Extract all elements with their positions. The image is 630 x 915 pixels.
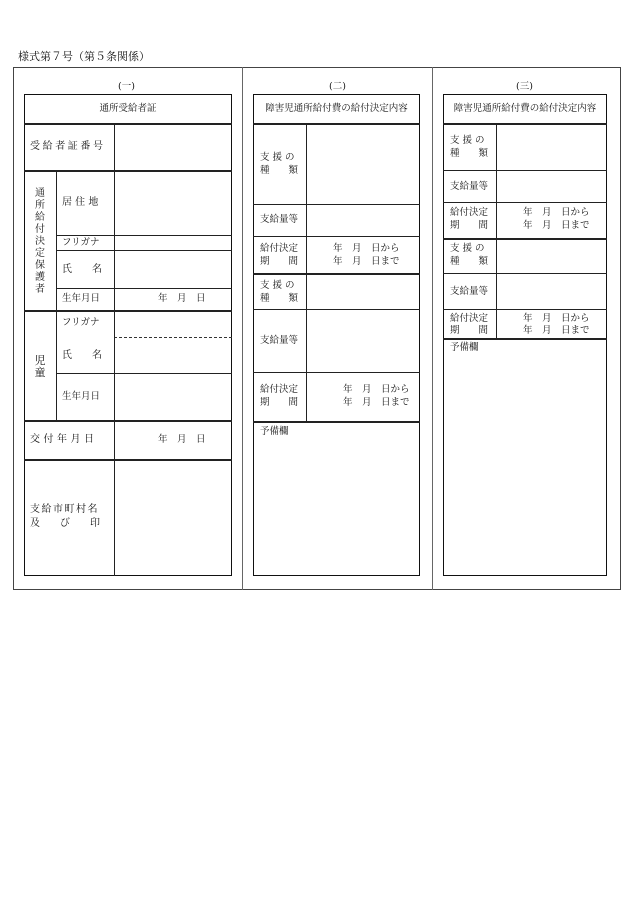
p2-period-from-b: 年 月 日から	[343, 384, 410, 395]
child-name-label: 氏 名	[62, 350, 102, 361]
p3-support-type-label-2: 種 類	[450, 148, 489, 159]
p2-amount-label: 支給量等	[260, 214, 299, 225]
recipient-no-value	[115, 141, 231, 155]
municipality-label: 支給市町村名	[30, 504, 99, 515]
panel-1-number: (一)	[118, 81, 135, 92]
p3-amount-label-b: 支給量等	[450, 286, 489, 297]
p2-notes-label: 予備欄	[260, 426, 289, 437]
p3-period-from-b: 年 月 日から	[523, 313, 590, 324]
municipality-label-2: 及 び 印	[30, 518, 100, 529]
p2-support-type-label: 支 援 の	[260, 152, 295, 163]
address-label: 居 住 地	[62, 197, 99, 208]
panel-2-title: 障害児通所給付費の給付決定内容	[265, 103, 408, 114]
p3-support-type-label: 支 援 の	[450, 135, 485, 146]
p3-period-label: 給付決定	[450, 207, 489, 218]
p3-amount-label: 支給量等	[450, 181, 489, 192]
p2-period-label: 給付決定	[260, 243, 299, 254]
p2-amount-label-b: 支給量等	[260, 335, 299, 346]
p2-support-type-label-b2: 種 類	[260, 293, 299, 304]
p2-period-label-b: 給付決定	[260, 384, 299, 395]
panel-1-title: 通所受給者証	[99, 103, 157, 114]
furigana-label: フリガナ	[62, 237, 100, 248]
form-title: 様式第７号（第５条関係）	[18, 50, 150, 63]
p3-support-type-label-b: 支 援 の	[450, 243, 485, 254]
child-label: 児童	[34, 354, 46, 379]
p2-period-label-2: 期 間	[260, 256, 299, 267]
issue-date-label: 交付年月日	[30, 434, 98, 445]
child-furigana-label: フリガナ	[62, 317, 100, 328]
p3-notes-label: 予備欄	[450, 342, 479, 353]
panel-3-number: (三)	[516, 81, 533, 92]
panel-divider-1	[242, 67, 243, 590]
p2-period-to: 年 月 日まで	[333, 256, 400, 267]
panel-2-number: (二)	[329, 81, 346, 92]
p3-support-type-label-b2: 種 類	[450, 256, 489, 267]
child-dob-label: 生年月日	[62, 391, 101, 402]
panel-divider-2	[432, 67, 433, 590]
p3-period-to-b: 年 月 日まで	[523, 325, 590, 336]
p2-support-type-label-2: 種 類	[260, 165, 299, 176]
name-label: 氏 名	[62, 264, 102, 275]
p2-period-to-b: 年 月 日まで	[343, 397, 410, 408]
dob-label: 生年月日	[62, 293, 101, 304]
p2-period-label-b2: 期 間	[260, 397, 299, 408]
guardian-label: 通所給付決定保護者	[35, 188, 45, 295]
p2-period-from: 年 月 日から	[333, 243, 400, 254]
p3-period-label-b2: 期 間	[450, 325, 489, 336]
p3-period-from: 年 月 日から	[523, 207, 590, 218]
p3-period-label-b: 給付決定	[450, 313, 489, 324]
p2-support-type-label-b: 支 援 の	[260, 280, 295, 291]
p3-period-label-2: 期 間	[450, 220, 489, 231]
dob-value: 年 月 日	[158, 293, 206, 304]
p3-period-to: 年 月 日まで	[523, 220, 590, 231]
issue-date-value: 年 月 日	[158, 434, 206, 445]
recipient-no-label: 受給者証番号	[30, 141, 106, 152]
panel-3-title: 障害児通所給付費の給付決定内容	[453, 103, 597, 114]
